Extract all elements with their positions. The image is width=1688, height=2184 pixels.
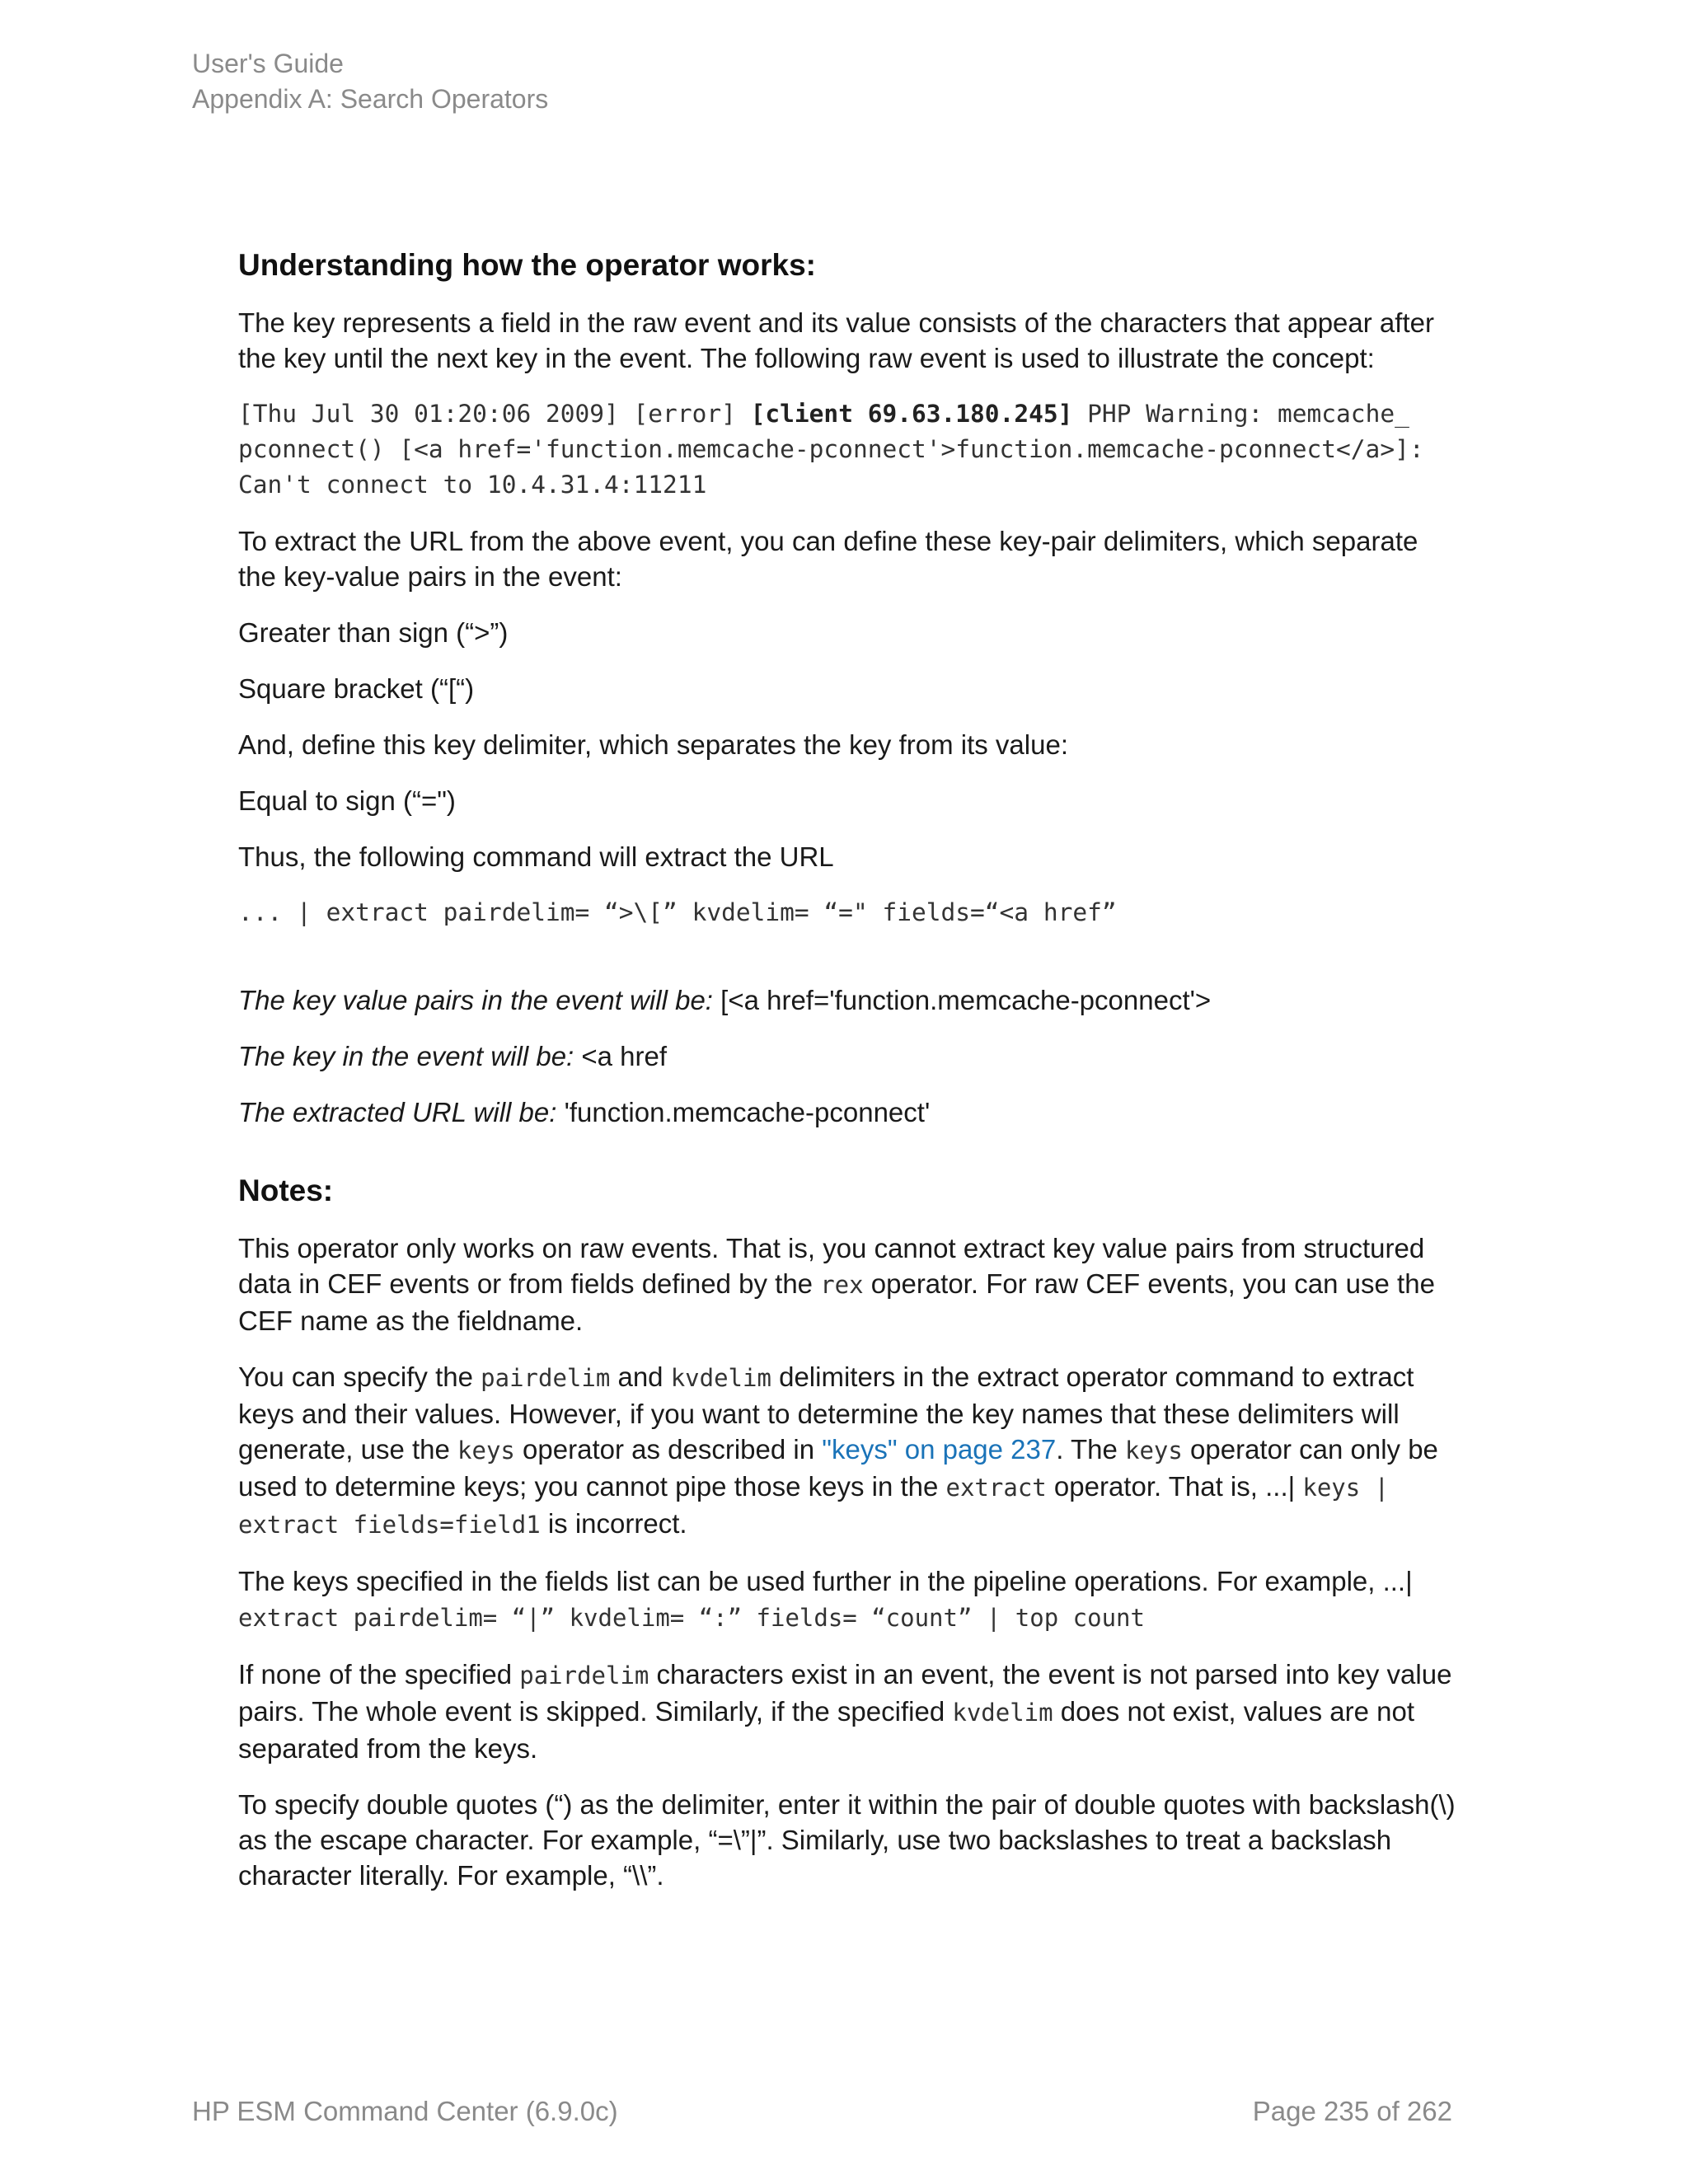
result-label: The extracted URL will be: xyxy=(238,1097,557,1127)
raw-event-client: [client 69.63.180.245] xyxy=(750,400,1073,428)
note-text: If none of the specified xyxy=(238,1659,520,1690)
section-heading: Understanding how the operator works: xyxy=(238,248,816,282)
header-guide-title: User's Guide xyxy=(192,49,344,78)
code-rex: rex xyxy=(820,1271,864,1299)
note-text: does not exist, values are not separated from the keys. xyxy=(238,1696,1415,1764)
raw-event-line2: pconnect() [<a href='function.memcache-pconnect'>function.memcache-pconnect</a>]: xyxy=(238,435,1424,463)
main-content xyxy=(238,247,1458,1914)
code-keys: keys xyxy=(457,1436,515,1465)
note-text: is incorrect. xyxy=(540,1508,687,1539)
note-text: delimiters in the extract operator command to extract keys and their values. However, if you want to determine the key names that these delimiters will generate, use the xyxy=(238,1361,1414,1465)
note-text: You can specify the xyxy=(238,1361,481,1392)
result-label: The key in the event will be: xyxy=(238,1041,574,1071)
footer-page-number: Page 235 of 262 xyxy=(1252,2096,1452,2126)
intro-paragraph: The key represents a field in the raw event and its value consists of the characters that appear after the key until the next key in the event. The following raw event is used to illustrate the concept: xyxy=(238,307,1434,373)
command-intro: Thus, the following command will extract the URL xyxy=(238,841,834,872)
footer-product: HP ESM Command Center (6.9.0c) xyxy=(192,2096,618,2126)
code-kvdelim: kvdelim xyxy=(952,1699,1053,1727)
pair-delimiter-1: Greater than sign (“>”) xyxy=(238,617,509,648)
note-text: The keys specified in the fields list can be used further in the pipeline operations. For example, ...| xyxy=(238,1566,1413,1596)
code-pairdelim: pairdelim xyxy=(481,1364,611,1392)
result-key xyxy=(238,1038,1458,1074)
raw-event-line1-pre: [Thu Jul 30 01:20:06 2009] [error] xyxy=(238,400,751,428)
note-text: operator as described in xyxy=(514,1434,823,1465)
result-value: 'function.memcache-pconnect' xyxy=(556,1097,931,1127)
kv-delimiter-intro: And, define this key delimiter, which separates the key from its value: xyxy=(238,729,1068,760)
extract-intro: To extract the URL from the above event, you can define these key-pair delimiters, which separate the key-value pairs in the event: xyxy=(238,526,1418,592)
code-kvdelim: kvdelim xyxy=(670,1364,771,1392)
result-label: The key value pairs in the event will be: xyxy=(238,985,713,1015)
note-text: . The xyxy=(1056,1434,1126,1465)
result-key-value-pairs xyxy=(238,982,1458,1018)
code-pairdelim: pairdelim xyxy=(519,1661,649,1690)
result-value: [<a href='function.memcache-pconnect'> xyxy=(712,985,1212,1015)
keys-page-link[interactable]: "keys" on page 237 xyxy=(822,1434,1057,1465)
result-url xyxy=(238,1094,1458,1130)
note-pipeline xyxy=(238,1563,1458,1636)
result-value: <a href xyxy=(574,1041,668,1071)
note-raw-events xyxy=(238,1230,1458,1338)
pair-delimiter-2: Square bracket (“[“) xyxy=(238,673,475,704)
note-text: operator can only be used to determine keys; you cannot pipe those keys in the xyxy=(238,1434,1438,1502)
kv-delimiter: Equal to sign (“=") xyxy=(238,785,456,816)
note-text: operator. That is, ...| xyxy=(1046,1471,1303,1502)
header-section-title: Appendix A: Search Operators xyxy=(192,84,549,114)
note-text: operator. For raw CEF events, you can use the CEF name as the fieldname. xyxy=(238,1268,1435,1336)
note-text: This operator only works on raw events. That is, you cannot extract key value pairs from structured data in CEF events or from fields defined by the xyxy=(238,1233,1425,1299)
code-keys-extract: keys | extract fields=field1 xyxy=(238,1474,1390,1539)
raw-event-line3: Can't connect to 10.4.31.4:11211 xyxy=(238,471,707,499)
extract-command: ... | extract pairdelim= “>\[” kvdelim= “=" fields=“<a href” xyxy=(238,898,1117,926)
code-pipeline-example: extract pairdelim= “|” kvdelim= “:” fields= “count” | top count xyxy=(238,1604,1145,1632)
note-escape-quotes: To specify double quotes (“) as the delimiter, enter it within the pair of double quotes with backslash(\) as the escape character. For example, “=\”|”. Similarly, use two backslashes to treat a backslash character literally. For example, “\\”. xyxy=(238,1789,1456,1891)
note-missing-delimiters xyxy=(238,1657,1458,1766)
note-delimiters xyxy=(238,1359,1458,1543)
notes-heading: Notes: xyxy=(238,1174,334,1207)
note-text: and xyxy=(610,1361,671,1392)
raw-event-example xyxy=(238,396,1458,503)
note-text: characters exist in an event, the event is not parsed into key value pairs. The whole event is skipped. Similarly, if the specified xyxy=(238,1659,1452,1727)
code-keys: keys xyxy=(1125,1436,1183,1465)
code-extract: extract xyxy=(945,1474,1047,1502)
raw-event-line1-post: PHP Warning: memcache_ xyxy=(1072,400,1409,428)
running-header xyxy=(192,46,548,117)
